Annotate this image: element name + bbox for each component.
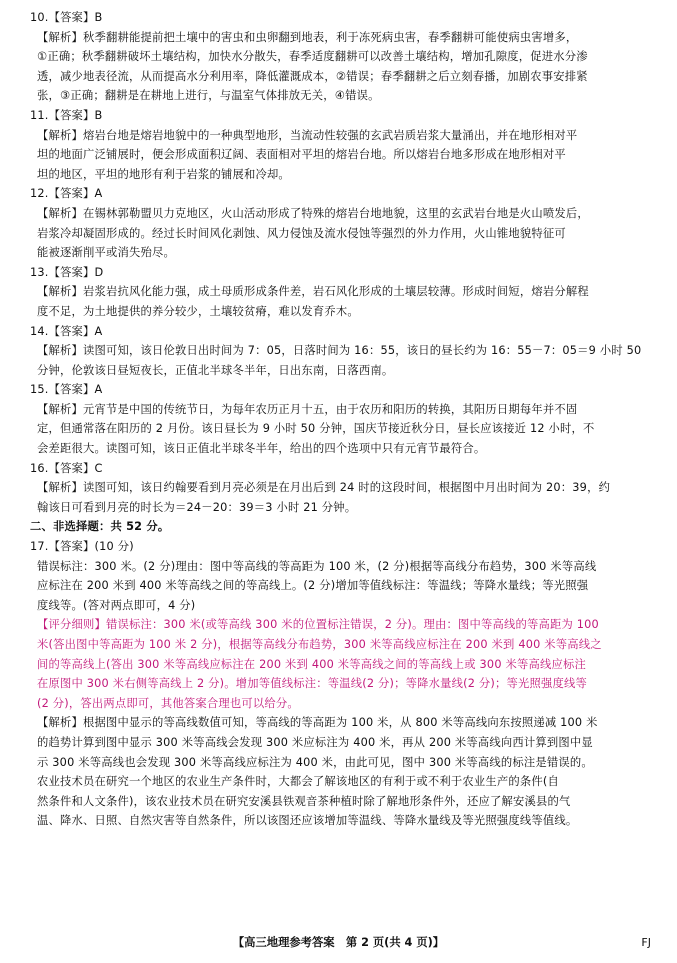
analysis-line: 分钟，伦敦该日昼短夜长，正值北半球冬半年，日出东南，日落西南。 bbox=[37, 363, 394, 377]
footer-code: FJ bbox=[641, 936, 651, 949]
question-q15 bbox=[30, 380, 655, 458]
question-q16 bbox=[30, 459, 655, 518]
q17-answer: 17.【答案】(10 分) bbox=[30, 540, 134, 554]
question-q13 bbox=[30, 263, 655, 322]
q17-analysis-line: 然条件和人文条件)，该农业技术员在研究安溪县铁观音茶种植时除了解地形条件外，还应了解安溪县的气 bbox=[37, 794, 571, 808]
q17-body-line: 错误标注：300 米。(2 分)理由：图中等高线的等高距为 100 米，(2 分)根据等高线分布趋势，300 米等高线 bbox=[37, 559, 597, 573]
analysis-line: 【解析】读图可知，该日伦敦日出时间为 7：05，日落时间为 16：55，该日的昼长约为 16：55－7：05＝9 小时 50 bbox=[37, 344, 642, 358]
question-q10 bbox=[30, 8, 655, 106]
q17-scoring-line: 在原图中 300 米右侧等高线上 2 分)。增加等值线标注：等温线(2 分)；等降水量线(2 分)；等光照强度线等 bbox=[37, 677, 587, 691]
q17-analysis-line: 温、降水、日照、自然灾害等自然条件，所以该图还应该增加等温线、等降水量线及等光照强度线等值线。 bbox=[37, 814, 578, 828]
answer-line: 16.【答案】C bbox=[30, 461, 103, 475]
question-q14 bbox=[30, 322, 655, 381]
analysis-line: 坦的地区，平坦的地形有利于岩浆的铺展和冷却。 bbox=[37, 167, 290, 181]
q17-scoring-line: (2 分)，答出两点即可，其他答案合理也可以给分。 bbox=[37, 696, 299, 710]
q17-analysis-line: 农业技术员在研究一个地区的农业生产条件时，大都会了解该地区的有利于或不利于农业生产的条件(自 bbox=[37, 775, 559, 789]
analysis-line: 【解析】在锡林郭勒盟贝力克地区，火山活动形成了特殊的熔岩台地地貌，这里的玄武岩台地是火山喷发后， bbox=[37, 206, 589, 220]
analysis-line: 张，③正确；翻耕是在耕地上进行，与温室气体排放无关，④错误。 bbox=[37, 89, 380, 103]
q17-body-line: 应标注在 200 米到 400 米等高线之间的等高线上。(2 分)增加等值线标注：等温线；等降水量线；等光照强 bbox=[37, 579, 589, 593]
analysis-line: 定，但通常落在阳历的 2 月份。该日昼长为 9 小时 50 分钟，国庆节接近秋分日，昼长应该接近 12 小时，不 bbox=[37, 422, 595, 436]
question-q12 bbox=[30, 184, 655, 262]
answer-list bbox=[30, 8, 655, 517]
q17-analysis-line: 的趋势计算到图中显示 300 米等高线会发现 300 米应标注为 400 米，再从 200 米等高线向西计算到图中显 bbox=[37, 735, 593, 749]
analysis-line: ①正确；秋季翻耕破坏土壤结构，加快水分散失，春季适度翻耕可以改善土壤结构，增加孔隙度，促进水分渗 bbox=[37, 50, 588, 64]
analysis-line: 【解析】秋季翻耕能提前把土壤中的害虫和虫卵翻到地表，利于冻死病虫害，春季翻耕可能使病虫害增多， bbox=[37, 30, 578, 44]
analysis-line: 坦的地面广泛铺展时，便会形成面积辽阔、表面相对平坦的熔岩台地。所以熔岩台地多形成在地形相对平 bbox=[37, 148, 566, 162]
q17-body-line: 度线等。(答对两点即可，4 分) bbox=[37, 598, 196, 612]
q17-analysis-line: 【解析】根据图中显示的等高线数值可知，等高线的等高距为 100 米，从 800 米等高线向东按照递减 100 米 bbox=[37, 716, 598, 730]
analysis-line: 【解析】岩浆岩抗风化能力强，成土母质形成条件差，岩石风化形成的土壤层较薄。形成时间短，熔岩分解程 bbox=[37, 285, 589, 299]
q17-scoring-line: 米(答出图中等高距为 100 米 2 分)，根据等高线分布趋势，300 米等高线应标注在 200 米到 400 米等高线之 bbox=[37, 638, 602, 651]
analysis-line: 能被逐渐削平或消失殆尽。 bbox=[37, 246, 175, 260]
answer-line: 15.【答案】A bbox=[30, 383, 103, 397]
question-17 bbox=[30, 537, 655, 831]
analysis-line: 度不足，为土地提供的养分较少，土壤较贫瘠，难以发育乔木。 bbox=[37, 304, 359, 318]
analysis-line: 【解析】元宵节是中国的传统节日，为每年农历正月十五，由于农历和阳历的转换，其阳历日期每年并不固 bbox=[37, 402, 578, 416]
question-q11 bbox=[30, 106, 655, 184]
q17-analysis-line: 示 300 米等高线也会发现 300 米等高线应标注为 400 米，由此可见，图中 300 米等高线的标注是错误的。 bbox=[37, 755, 593, 769]
answer-line: 11.【答案】B bbox=[30, 108, 103, 122]
answer-line: 14.【答案】A bbox=[30, 324, 103, 338]
q17-scoring-line: 【评分细则】错误标注：300 米(或等高线 300 米的位置标注错误，2 分)。理由：图中等高线的等高距为 100 bbox=[37, 618, 599, 632]
analysis-line: 【解析】读图可知，该日约翰要看到月亮必须是在月出后到 24 时的这段时间，根据图中月出时间为 20：39，约 bbox=[37, 481, 611, 495]
section-heading: 二、非选择题：共 52 分。 bbox=[30, 520, 170, 534]
analysis-line: 透，减少地表径流，从而提高水分利用率，降低灌溉成本，②错误；春季翻耕之后立刻春播，加剧农事安排紧 bbox=[37, 69, 588, 83]
analysis-line: 翰该日可看到月亮的时长为＝24－20：39＝3 小时 21 分钟。 bbox=[37, 500, 357, 514]
analysis-line: 【解析】熔岩台地是熔岩地貌中的一种典型地形，当流动性较强的玄武岩质岩浆大量涌出，并在地形相对平 bbox=[37, 128, 578, 142]
answer-line: 10.【答案】B bbox=[30, 11, 103, 24]
answer-line: 12.【答案】A bbox=[30, 187, 103, 201]
analysis-line: 岩浆冷却凝固形成的。经过长时间风化剥蚀、风力侵蚀及流水侵蚀等强烈的外力作用，火山锥地貌特征可 bbox=[37, 226, 566, 240]
analysis-line: 会差距很大。读图可知，该日正值北半球冬半年，给出的四个选项中只有元宵节最符合。 bbox=[37, 442, 486, 456]
page-footer: 【高三地理参考答案 第 2 页(共 4 页)】 bbox=[232, 936, 445, 949]
answer-line: 13.【答案】D bbox=[30, 265, 104, 279]
q17-scoring-line: 间的等高线上(答出 300 米等高线应标注在 200 米到 400 米等高线之间的等高线上或 300 米等高线应标注 bbox=[37, 657, 586, 671]
